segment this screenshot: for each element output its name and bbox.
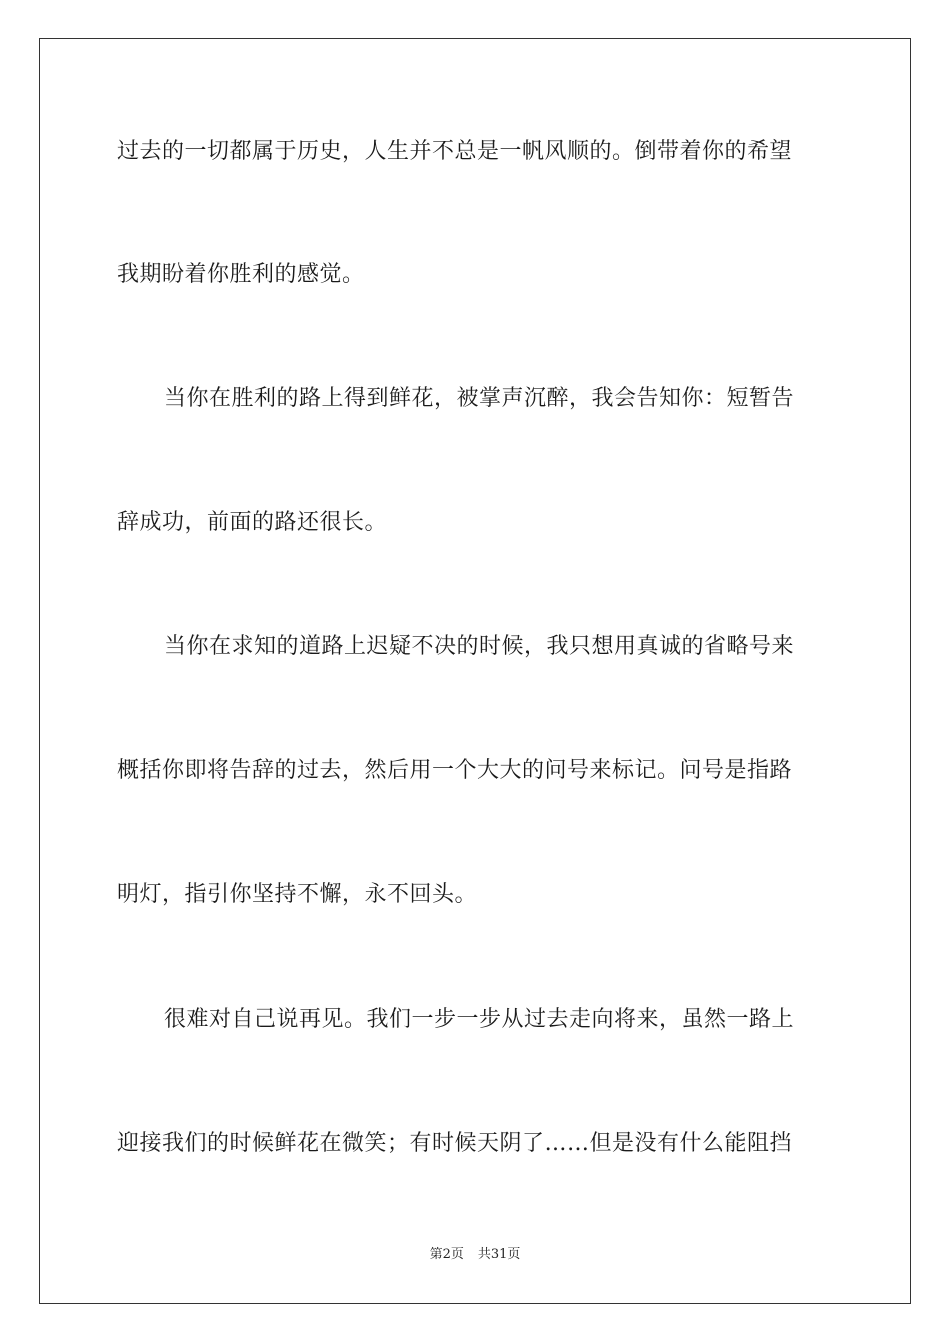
paragraph-line: 过去的一切都属于历史，人生并不总是一帆风顺的。倒带着你的希望: [117, 139, 793, 164]
paragraph-line: 当你在胜利的路上得到鲜花，被掌声沉醉，我会告知你：短暂告: [164, 386, 795, 411]
paragraph-line: 明灯，指引你坚持不懈，永不回头。: [117, 882, 478, 907]
paragraph-line: 辞成功，前面的路还很长。: [117, 510, 388, 535]
page-total: 共31页: [477, 1247, 521, 1262]
page-border: [39, 38, 911, 1304]
paragraph-line: 迎接我们的时候鲜花在微笑；有时候天阴了……但是没有什么能阻挡: [117, 1131, 793, 1156]
page-footer: [0, 1246, 950, 1264]
paragraph-line: 很难对自己说再见。我们一步一步从过去走向将来，虽然一路上: [164, 1007, 795, 1032]
paragraph-line: 当你在求知的道路上迟疑不决的时候，我只想用真诚的省略号来: [164, 634, 795, 659]
paragraph-line: 我期盼着你胜利的感觉。: [117, 262, 365, 287]
paragraph-line: 概括你即将告辞的过去，然后用一个大大的问号来标记。问号是指路: [117, 758, 793, 783]
page-number: 第2页: [429, 1247, 464, 1262]
